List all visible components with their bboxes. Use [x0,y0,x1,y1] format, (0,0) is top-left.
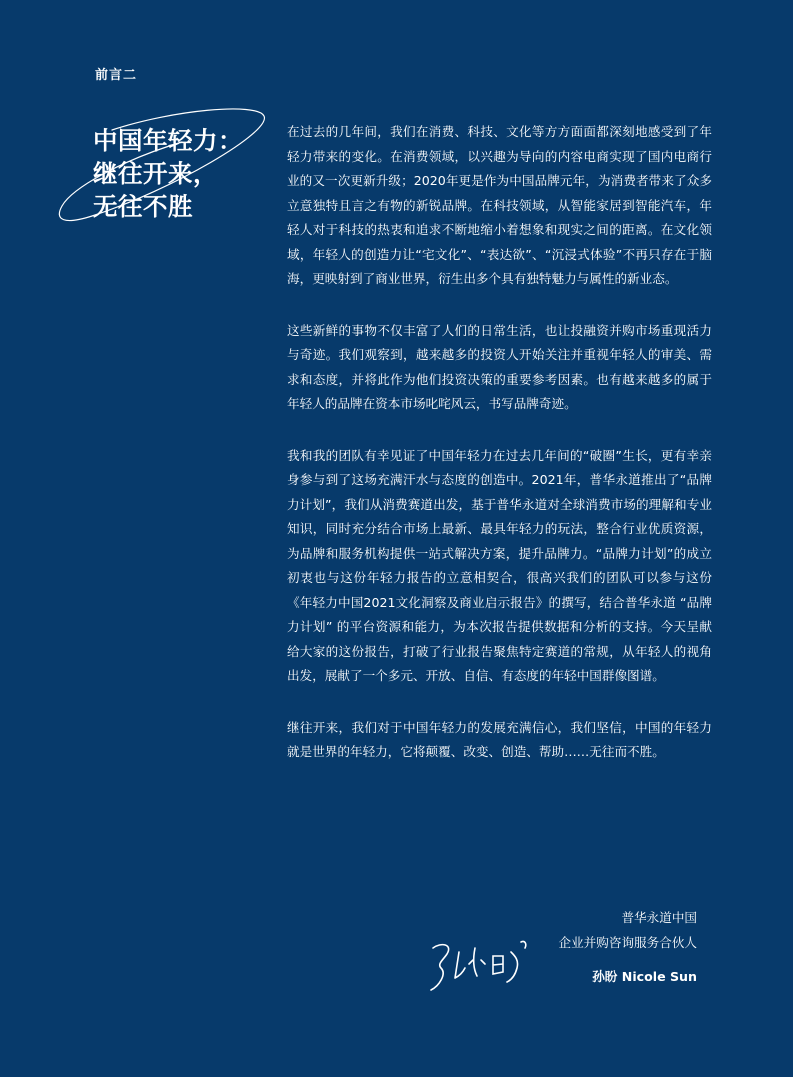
title-line-1: 中国年轻力： [93,126,243,155]
signoff-name: 孙盼 Nicole Sun [592,969,697,984]
signoff-org: 普华永道中国 [621,910,697,925]
title-line-2: 继往开来， [93,159,218,188]
title-line-3: 无往不胜 [93,192,193,221]
section-label: 前言二 [95,68,138,83]
paragraph-1: 在过去的几年间，我们在消费、科技、文化等方方面面都深刻地感受到了年轻力带来的变化。在消费领域，以兴趣为导向的内容电商实现了国内电商行业的又一次更新升级；2020年更是作为中国品牌元年，为消费者带来了众多立意独特且言之有物的新锐品牌。在科技领域，从智能家居到智能汽车，年轻人对于科技的热衷和追求不断地缩小着想象和现实之间的距离。在文化领域，年轻人的创造力让“宅文化”、“表达欲”、“沉浸式体验”不再只存在于脑海，更映射到了商业世界，衍生出多个具有独特魅力与属性的新业态。 [287,124,712,286]
signoff [558,905,697,989]
paragraph-4: 继往开来，我们对于中国年轻力的发展充满信心，我们坚信，中国的年轻力就是世界的年轻力，它将颠覆、改变、创造、帮助……无往而不胜。 [287,719,712,759]
paragraph-2: 这些新鲜的事物不仅丰富了人们的日常生活，也让投融资并购市场重现活力与奇迹。我们观察到，越来越多的投资人开始关注并重视年轻人的审美、需求和态度，并将此作为他们投资决策的重要参考因素。也有越来越多的属于年轻人的品牌在资本市场叱咤风云，书写品牌奇迹。 [287,322,712,411]
handwritten-signature [425,934,555,996]
body-text [287,120,712,792]
paragraph-3: 我和我的团队有幸见证了中国年轻力在过去几年间的“破圈”生长，更有幸亲身参与到了这场充满汗水与态度的创造中。2021年，普华永道推出了“品牌力计划”，我们从消费赛道出发，基于普华永道对全球消费市场的理解和专业知识，同时充分结合市场上最新、最具年轻力的玩法，整合行业优质资源，为品牌和服务机构提供一站式解决方案，提升品牌力。“品牌力计划”的成立初衷也与这份年轻力报告的立意相契合，很高兴我们的团队可以参与这份《年轻力中国2021文化洞察及商业启示报告》的撰写，结合普华永道 “品牌力计划” 的平台资源和能力，为本次报告提供数据和分析的支持。今天呈献给大家的这份报告，打破了行业报告聚焦特定赛道的常规，从年轻人的视角出发，展献了一个多元、开放、自信、有态度的年轻中国群像图谱。 [287,447,712,683]
signoff-role: 企业并购咨询服务合伙人 [558,935,697,950]
page-title [93,124,268,223]
